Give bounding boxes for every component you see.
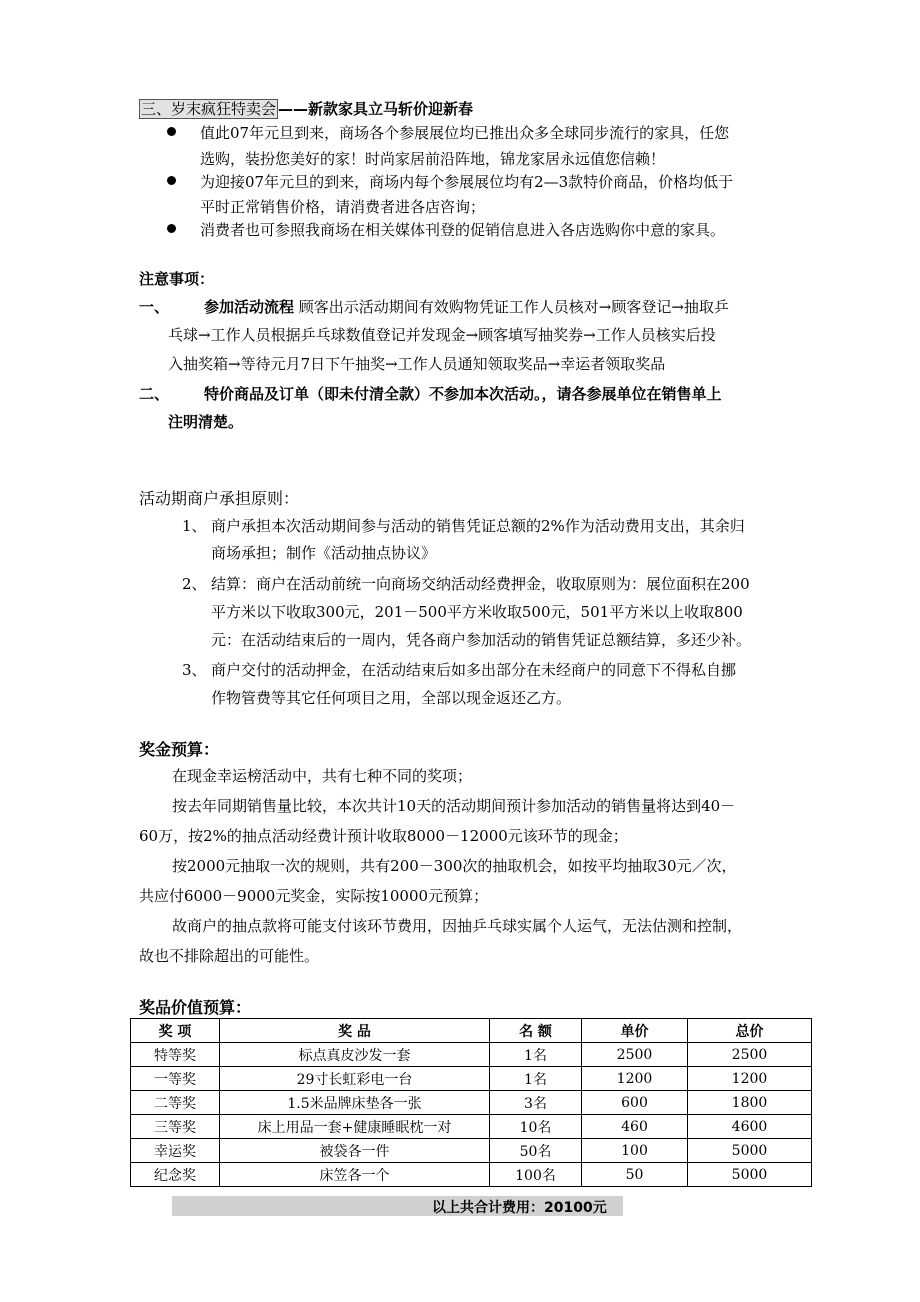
budget-line-6: 故商户的抽点款将可能支付该环节费用，因抽乒乓球实属个人运气，无法估测和控制，: [172, 917, 743, 935]
section3-title-rest: ——新款家具立马斩价迎新春: [278, 100, 474, 118]
prize-item-cell: 标点真皮沙发一套: [220, 1043, 490, 1067]
column-header-quota: 名 额: [490, 1019, 582, 1043]
prize-table: [130, 1018, 812, 1187]
bullet-1-line-1: 值此07年元旦到来，商场各个参展展位均已推出众多全球同步流行的家具，任您: [200, 124, 730, 142]
unit-price-cell: 460: [582, 1115, 688, 1139]
budget-line-5: 共应付6000－9000元奖金，实际按10000元预算；: [139, 887, 489, 905]
notes-item1-line-3: 入抽奖箱→等待元月7日下午抽奖→工作人员通知领取奖品→幸运者领取奖品: [168, 355, 666, 373]
table-row: [131, 1091, 812, 1115]
quota-cell: 1名: [490, 1067, 582, 1091]
notes-heading: 注意事项：: [139, 270, 215, 288]
prize-level-cell: 一等奖: [131, 1067, 220, 1091]
budget-line-7: 故也不排除超出的可能性。: [139, 947, 320, 965]
unit-price-cell: 50: [582, 1163, 688, 1187]
quota-cell: 3名: [490, 1091, 582, 1115]
unit-price-cell: 600: [582, 1091, 688, 1115]
prize-level-cell: 三等奖: [131, 1115, 220, 1139]
merchant-item1-line-1: 商户承担本次活动期间参与活动的销售凭证总额的2%作为活动费用支出，其余归: [211, 517, 745, 535]
quota-cell: 1名: [490, 1043, 582, 1067]
merchant-item3-line-1: 商户交付的活动押金，在活动结束后如多出部分在未经商户的同意下不得私自挪: [211, 661, 737, 679]
total-price-cell: 1200: [688, 1067, 812, 1091]
bullet-2-line-1: 为迎接07年元旦的到来，商场内每个参展展位均有2—3款特价商品，价格均低于: [200, 173, 734, 191]
quota-cell: 100名: [490, 1163, 582, 1187]
prize-table-header-row: [131, 1019, 812, 1043]
notes-item1-text: 顾客出示活动期间有效购物凭证工作人员核对→顾客登记→抽取乒: [298, 298, 729, 316]
table-row: [131, 1163, 812, 1187]
merchant-item2-line-3: 元：在活动结束后的一周内，凭各商户参加活动的销售凭证总额结算，多还少补。: [211, 631, 752, 649]
quota-cell: 50名: [490, 1139, 582, 1163]
prize-item-cell: 被袋各一件: [220, 1139, 490, 1163]
bullet-dot-icon: [167, 127, 176, 136]
prize-item-cell: 床上用品一套+健康睡眠枕一对: [220, 1115, 490, 1139]
merchant-item3-number: 3、: [182, 661, 207, 679]
bullet-1-line-2: 选购，装扮您美好的家！时尚家居前沿阵地，锦龙家居永远值您信赖！: [200, 150, 666, 168]
prize-table-heading: 奖品价值预算：: [139, 998, 252, 1017]
prize-item-cell: 1.5米品牌床垫各一张: [220, 1091, 490, 1115]
prize-level-cell: 纪念奖: [131, 1163, 220, 1187]
bullet-dot-icon: [167, 224, 176, 233]
budget-line-3: 60万，按2%的抽点活动经费计预计收取8000－12000元该环节的现金；: [139, 827, 628, 845]
prize-level-cell: 特等奖: [131, 1043, 220, 1067]
notes-item2-number: 二、: [139, 385, 170, 403]
budget-line-1: 在现金幸运榜活动中，共有七种不同的奖项；: [172, 767, 473, 785]
table-row: [131, 1139, 812, 1163]
budget-line-4: 按2000元抽取一次的规则，共有200－300次的抽取机会，如按平均抽取30元／次，: [172, 857, 737, 875]
notes-item1-label: 参加活动流程: [204, 298, 295, 316]
table-row: [131, 1043, 812, 1067]
bullet-dot-icon: [167, 176, 176, 185]
bullet-2-line-2: 平时正常销售价格，请消费者进各店咨询；: [200, 198, 486, 216]
column-header-prize-level: 奖 项: [131, 1019, 220, 1043]
section3-title-boxed: 三、岁末疯狂特卖会: [141, 100, 277, 118]
section3-title: [139, 98, 473, 119]
unit-price-cell: 1200: [582, 1067, 688, 1091]
column-header-unit-price: 单价: [582, 1019, 688, 1043]
notes-item1-number: 一、: [139, 298, 170, 316]
table-row: [131, 1067, 812, 1091]
merchant-item3-line-2: 作物管费等其它任何项目之用，全部以现金返还乙方。: [211, 689, 572, 707]
notes-item1-line-1: [204, 296, 729, 317]
bullet-3-line-1: 消费者也可参照我商场在相关媒体刊登的促销信息进入各店选购你中意的家具。: [200, 221, 726, 239]
notes-item1-line-2: 乓球→工作人员根据乒乓球数值登记并发现金→顾客填写抽奖券→工作人员核实后投: [168, 326, 716, 344]
notes-item2-line-1: 特价商品及订单（即未付清全款）不参加本次活动。，请各参展单位在销售单上: [204, 385, 722, 403]
total-price-cell: 4600: [688, 1115, 812, 1139]
prize-level-cell: 幸运奖: [131, 1139, 220, 1163]
merchant-item2-number: 2、: [182, 575, 207, 593]
total-price-cell: 5000: [688, 1163, 812, 1187]
merchant-item2-line-2: 平方米以下收取300元，201－500平方米收取500元，501平方米以上收取800: [211, 603, 743, 621]
prize-level-cell: 二等奖: [131, 1091, 220, 1115]
merchant-item2-line-1: 结算：商户在活动前统一向商场交纳活动经费押金，收取原则为：展位面积在200: [211, 575, 750, 593]
unit-price-cell: 2500: [582, 1043, 688, 1067]
unit-price-cell: 100: [582, 1139, 688, 1163]
prize-item-cell: 床笠各一个: [220, 1163, 490, 1187]
merchant-item1-line-2: 商场承担；制作《活动抽点协议》: [211, 544, 437, 562]
prize-total: 以上共合计费用：20100元: [432, 1200, 607, 1216]
prize-item-cell: 29寸长虹彩电一台: [220, 1067, 490, 1091]
quota-cell: 10名: [490, 1115, 582, 1139]
merchant-heading: 活动期商户承担原则：: [139, 489, 300, 508]
table-row: [131, 1115, 812, 1139]
merchant-item1-number: 1、: [182, 517, 207, 535]
column-header-prize-item: 奖 品: [220, 1019, 490, 1043]
notes-item2-line-2: 注明清楚。: [168, 413, 244, 431]
total-price-cell: 2500: [688, 1043, 812, 1067]
budget-heading: 奖金预算：: [139, 740, 220, 759]
budget-line-2: 按去年同期销售量比较，本次共计10天的活动期间预计参加活动的销售量将达到40－: [172, 797, 736, 815]
total-price-cell: 1800: [688, 1091, 812, 1115]
column-header-total-price: 总价: [688, 1019, 812, 1043]
total-price-cell: 5000: [688, 1139, 812, 1163]
